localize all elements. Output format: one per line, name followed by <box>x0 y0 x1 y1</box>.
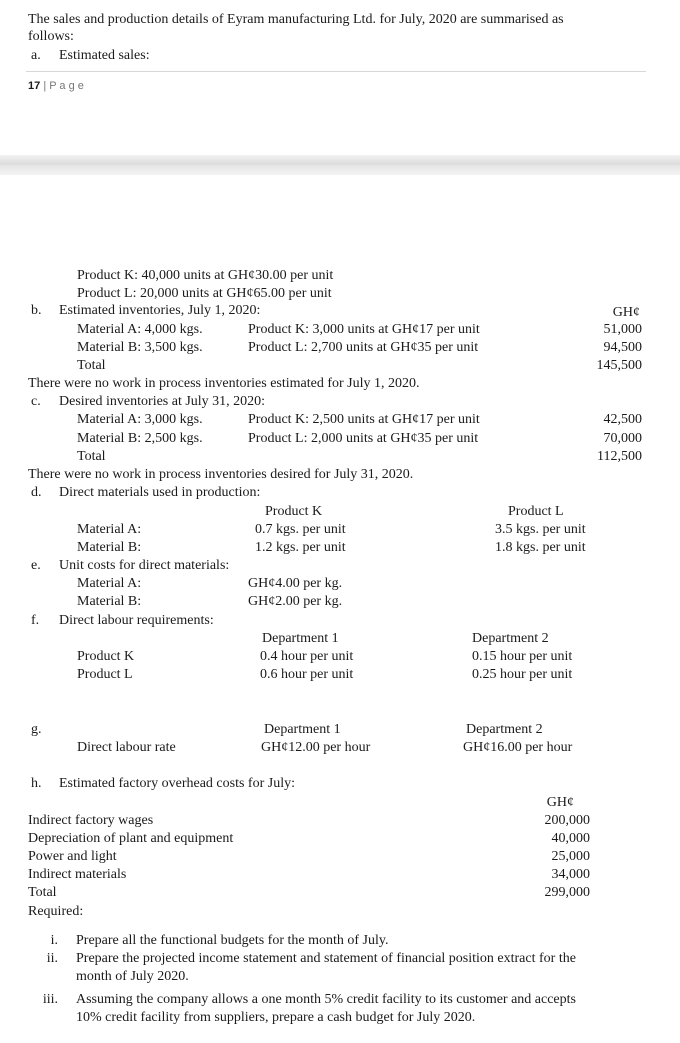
required-i-label: i. <box>50 933 58 948</box>
d-a-product-k: 0.7 kgs. per unit <box>255 522 346 537</box>
page-footer <box>28 78 84 95</box>
intro-line-1: The sales and production details of Eyram manufacturing Ltd. for July, 2020 are summarised as <box>28 12 564 27</box>
h-item-name: Indirect factory wages <box>28 813 154 828</box>
item-f-title: Direct labour requirements: <box>59 613 214 628</box>
e-material-b: Material B: <box>77 594 142 609</box>
required-ii-label: ii. <box>46 951 58 966</box>
f-product-l: Product L <box>77 667 133 682</box>
page-word: | P a g e <box>43 80 84 92</box>
h-total-label: Total <box>28 885 57 900</box>
g-rate-dept-2: GH¢16.00 per hour <box>463 740 573 755</box>
h-item-value: 34,000 <box>551 867 590 882</box>
f-l-dept-2: 0.25 hour per unit <box>472 667 573 682</box>
item-h-title: Estimated factory overhead costs for July: <box>59 776 295 791</box>
f-product-k: Product K <box>77 649 135 664</box>
required-iii-text-2: 10% credit facility from suppliers, prepare a cash budget for July 2020. <box>76 1010 476 1025</box>
c-value-1: 42,500 <box>603 412 642 427</box>
h-item-name: Power and light <box>28 849 117 864</box>
f-k-dept-1: 0.4 hour per unit <box>260 649 354 664</box>
sales-product-l: Product L: 20,000 units at GH¢65.00 per unit <box>77 286 332 301</box>
e-a-cost: GH¢4.00 per kg. <box>248 576 343 591</box>
required-i-text: Prepare all the functional budgets for the month of July. <box>76 933 389 948</box>
c-product-l: Product L: 2,000 units at GH¢35 per unit <box>248 431 479 446</box>
f-dept-2: Department 2 <box>472 631 549 646</box>
intro-line-2: follows: <box>28 29 74 44</box>
d-material-a: Material A: <box>77 522 142 537</box>
required-iii-label: iii. <box>42 992 58 1007</box>
d-material-b: Material B: <box>77 540 142 555</box>
c-value-2: 70,000 <box>603 431 642 446</box>
d-b-product-k: 1.2 kgs. per unit <box>255 540 346 555</box>
required-iii-text-1: Assuming the company allows a one month 5% credit facility to its customer and accepts <box>76 992 576 1007</box>
c-note: There were no work in process inventories desired for July 31, 2020. <box>28 467 414 482</box>
f-k-dept-2: 0.15 hour per unit <box>472 649 573 664</box>
c-product-k: Product K: 2,500 units at GH¢17 per unit <box>248 412 480 427</box>
item-d-title: Direct materials used in production: <box>59 485 261 500</box>
g-rate-label: Direct labour rate <box>77 740 176 755</box>
item-e-label: e. <box>31 558 41 573</box>
d-col-product-k: Product K <box>265 504 323 519</box>
h-item-name: Depreciation of plant and equipment <box>28 831 234 846</box>
f-dept-1: Department 1 <box>262 631 339 646</box>
item-c-title: Desired inventories at July 31, 2020: <box>59 394 266 409</box>
g-dept-2: Department 2 <box>466 722 543 737</box>
b-total-label: Total <box>77 358 106 373</box>
item-a-label: a. <box>31 48 41 63</box>
c-material-b: Material B: 2,500 kgs. <box>77 431 203 446</box>
e-material-a: Material A: <box>77 576 142 591</box>
d-a-product-l: 3.5 kgs. per unit <box>495 522 586 537</box>
g-rate-dept-1: GH¢12.00 per hour <box>261 740 371 755</box>
item-d-label: d. <box>31 485 42 500</box>
item-b-label: b. <box>31 303 42 318</box>
h-item-value: 25,000 <box>551 849 590 864</box>
b-product-k: Product K: 3,000 units at GH¢17 per unit <box>248 322 480 337</box>
page-number: 17 <box>28 80 41 92</box>
page-break-band <box>0 155 680 175</box>
e-b-cost: GH¢2.00 per kg. <box>248 594 343 609</box>
d-col-product-l: Product L <box>508 504 564 519</box>
g-dept-1: Department 1 <box>264 722 341 737</box>
required-title: Required: <box>28 904 84 919</box>
required-ii-text-1: Prepare the projected income statement and statement of financial position extract for the <box>76 951 576 966</box>
footer-rule <box>26 71 646 72</box>
h-item-name: Indirect materials <box>28 867 127 882</box>
item-h-label: h. <box>31 776 42 791</box>
item-g-label: g. <box>31 722 42 737</box>
item-f-label: f. <box>31 613 40 628</box>
b-total-value: 145,500 <box>596 358 642 373</box>
b-currency-header: GH¢ <box>612 305 640 320</box>
sales-product-k: Product K: 40,000 units at GH¢30.00 per unit <box>77 268 334 283</box>
h-currency-header: GH¢ <box>546 795 574 810</box>
c-total-value: 112,500 <box>597 449 642 464</box>
b-material-b: Material B: 3,500 kgs. <box>77 340 203 355</box>
b-value-2: 94,500 <box>603 340 642 355</box>
b-product-l: Product L: 2,700 units at GH¢35 per unit <box>248 340 479 355</box>
h-item-value: 200,000 <box>544 813 590 828</box>
item-c-label: c. <box>31 394 41 409</box>
f-l-dept-1: 0.6 hour per unit <box>260 667 354 682</box>
b-material-a: Material A: 4,000 kgs. <box>77 322 203 337</box>
item-a-title: Estimated sales: <box>59 48 150 63</box>
required-ii-text-2: month of July 2020. <box>76 969 189 984</box>
h-total-value: 299,000 <box>544 885 590 900</box>
d-b-product-l: 1.8 kgs. per unit <box>495 540 586 555</box>
b-note: There were no work in process inventories estimated for July 1, 2020. <box>28 376 420 391</box>
item-b-title: Estimated inventories, July 1, 2020: <box>59 303 261 318</box>
c-total-label: Total <box>77 449 106 464</box>
c-material-a: Material A: 3,000 kgs. <box>77 412 203 427</box>
b-value-1: 51,000 <box>603 322 642 337</box>
h-item-value: 40,000 <box>551 831 590 846</box>
item-e-title: Unit costs for direct materials: <box>59 558 230 573</box>
